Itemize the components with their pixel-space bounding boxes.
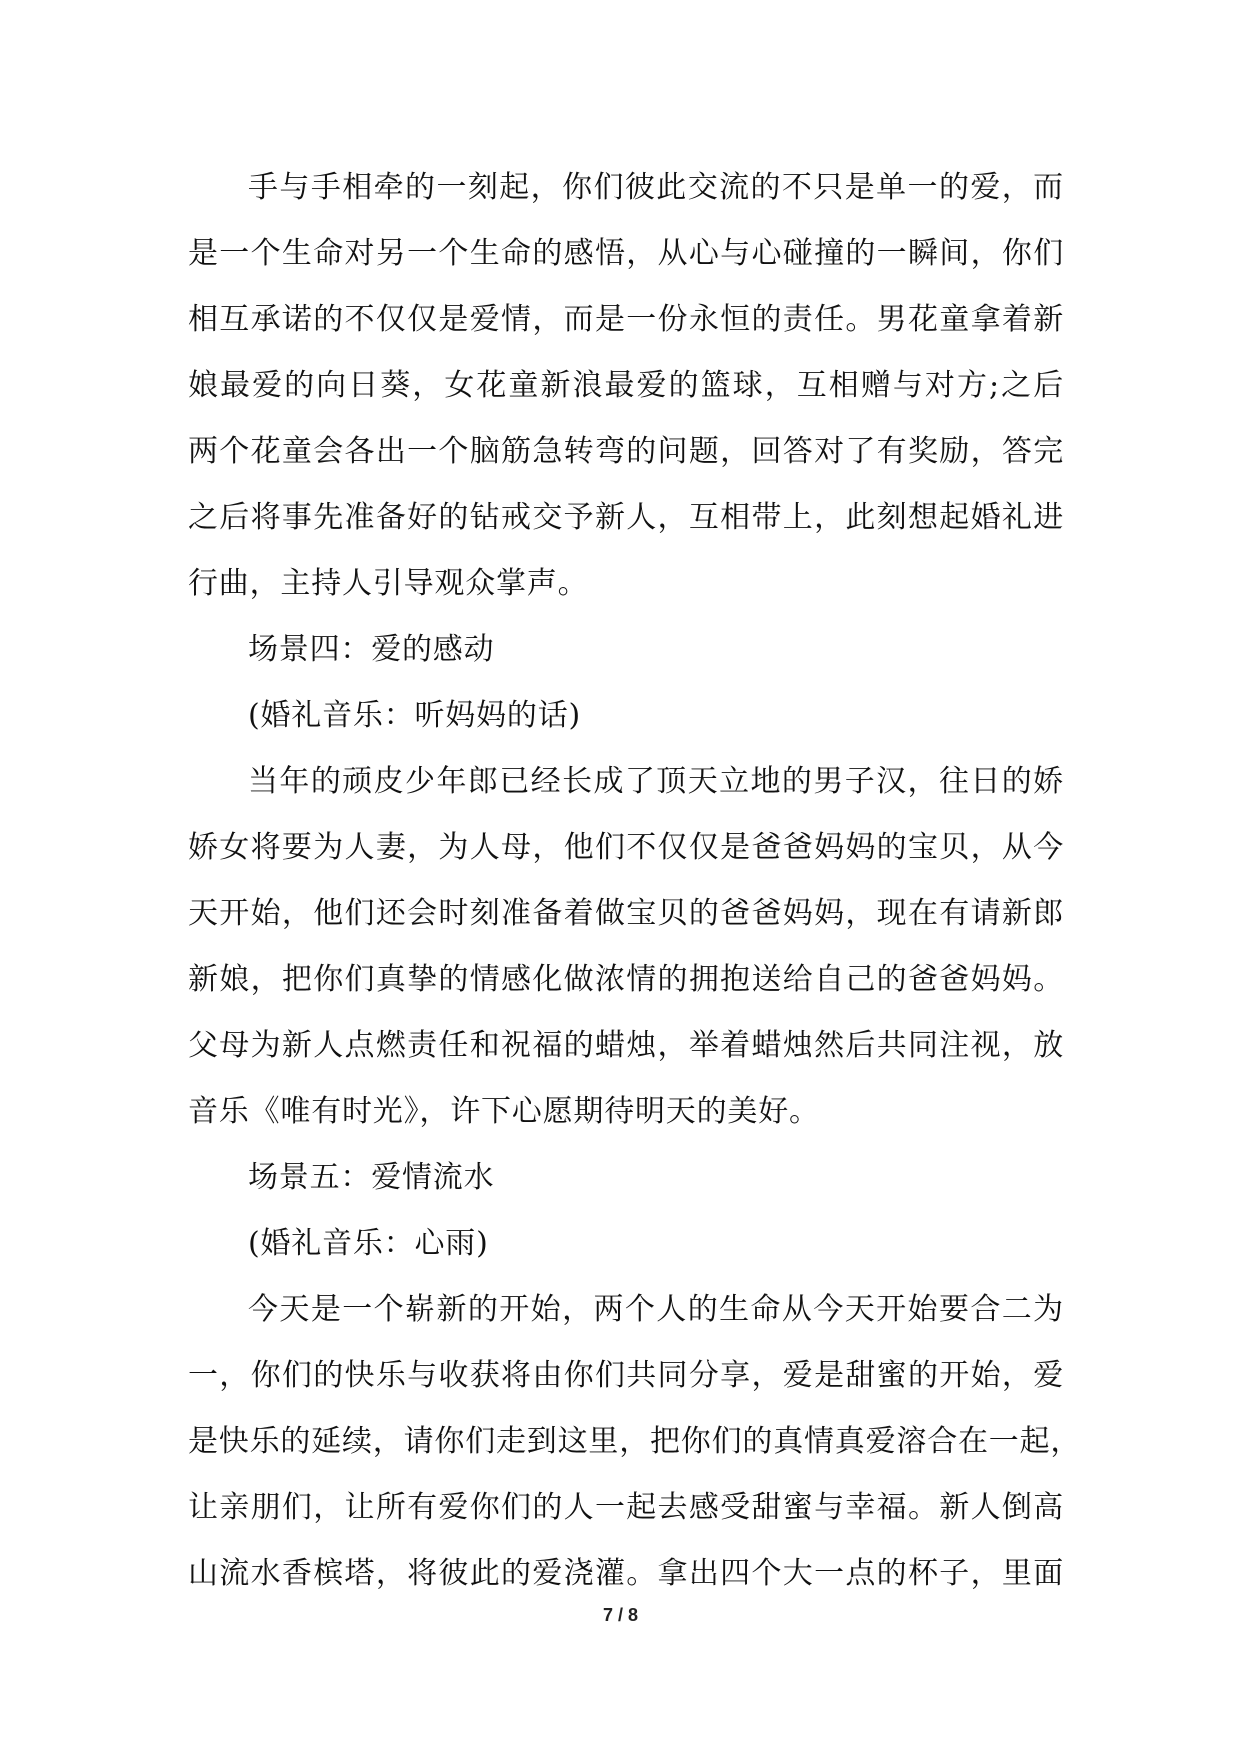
text-line: 今天是一个崭新的开始，两个人的生命从今天开始要合二为 xyxy=(248,1292,1064,1327)
text-line: 山流水香槟塔，将彼此的爱浇灌。拿出四个大一点的杯子，里面 xyxy=(188,1556,1064,1591)
text-line: 让亲朋们，让所有爱你们的人一起去感受甜蜜与幸福。新人倒高 xyxy=(188,1490,1064,1525)
music-note: (婚礼音乐：心雨) xyxy=(248,1226,489,1261)
text-line: 新娘，把你们真挚的情感化做浓情的拥抱送给自己的爸爸妈妈。 xyxy=(188,962,1064,997)
page-number: 7 / 8 xyxy=(602,1605,639,1625)
text-line: 一，你们的快乐与收获将由你们共同分享，爱是甜蜜的开始，爱 xyxy=(188,1358,1064,1393)
section-heading: 场景五：爱情流水 xyxy=(248,1160,495,1195)
text-line: 娇女将要为人妻，为人母，他们不仅仅是爸爸妈妈的宝贝，从今 xyxy=(188,830,1064,865)
text-line: 是一个生命对另一个生命的感悟，从心与心碰撞的一瞬间，你们 xyxy=(188,236,1064,271)
text-line: 行曲，主持人引导观众掌声。 xyxy=(188,566,589,601)
text-line: 天开始，他们还会时刻准备着做宝贝的爸爸妈妈，现在有请新郎 xyxy=(188,896,1064,931)
text-line: 父母为新人点燃责任和祝福的蜡烛，举着蜡烛然后共同注视，放 xyxy=(188,1028,1064,1063)
document-body xyxy=(188,155,1082,1607)
music-note: (婚礼音乐：听妈妈的话) xyxy=(248,698,582,733)
text-line: 两个花童会各出一个脑筋急转弯的问题，回答对了有奖励，答完 xyxy=(188,434,1064,469)
text-line: 之后将事先准备好的钻戒交予新人，互相带上，此刻想起婚礼进 xyxy=(188,500,1064,535)
text-line: 相互承诺的不仅仅是爱情，而是一份永恒的责任。男花童拿着新 xyxy=(188,302,1064,337)
text-line: 娘最爱的向日葵，女花童新浪最爱的篮球，互相赠与对方;之后 xyxy=(188,368,1064,403)
section-heading: 场景四：爱的感动 xyxy=(248,632,495,667)
text-line: 当年的顽皮少年郎已经长成了顶天立地的男子汉，往日的娇 xyxy=(248,764,1064,799)
text-line: 是快乐的延续，请你们走到这里，把你们的真情真爱溶合在一起， xyxy=(188,1424,1082,1459)
text-line: 手与手相牵的一刻起，你们彼此交流的不只是单一的爱，而 xyxy=(248,170,1064,205)
text-line: 音乐《唯有时光》，许下心愿期待明天的美好。 xyxy=(188,1094,820,1129)
